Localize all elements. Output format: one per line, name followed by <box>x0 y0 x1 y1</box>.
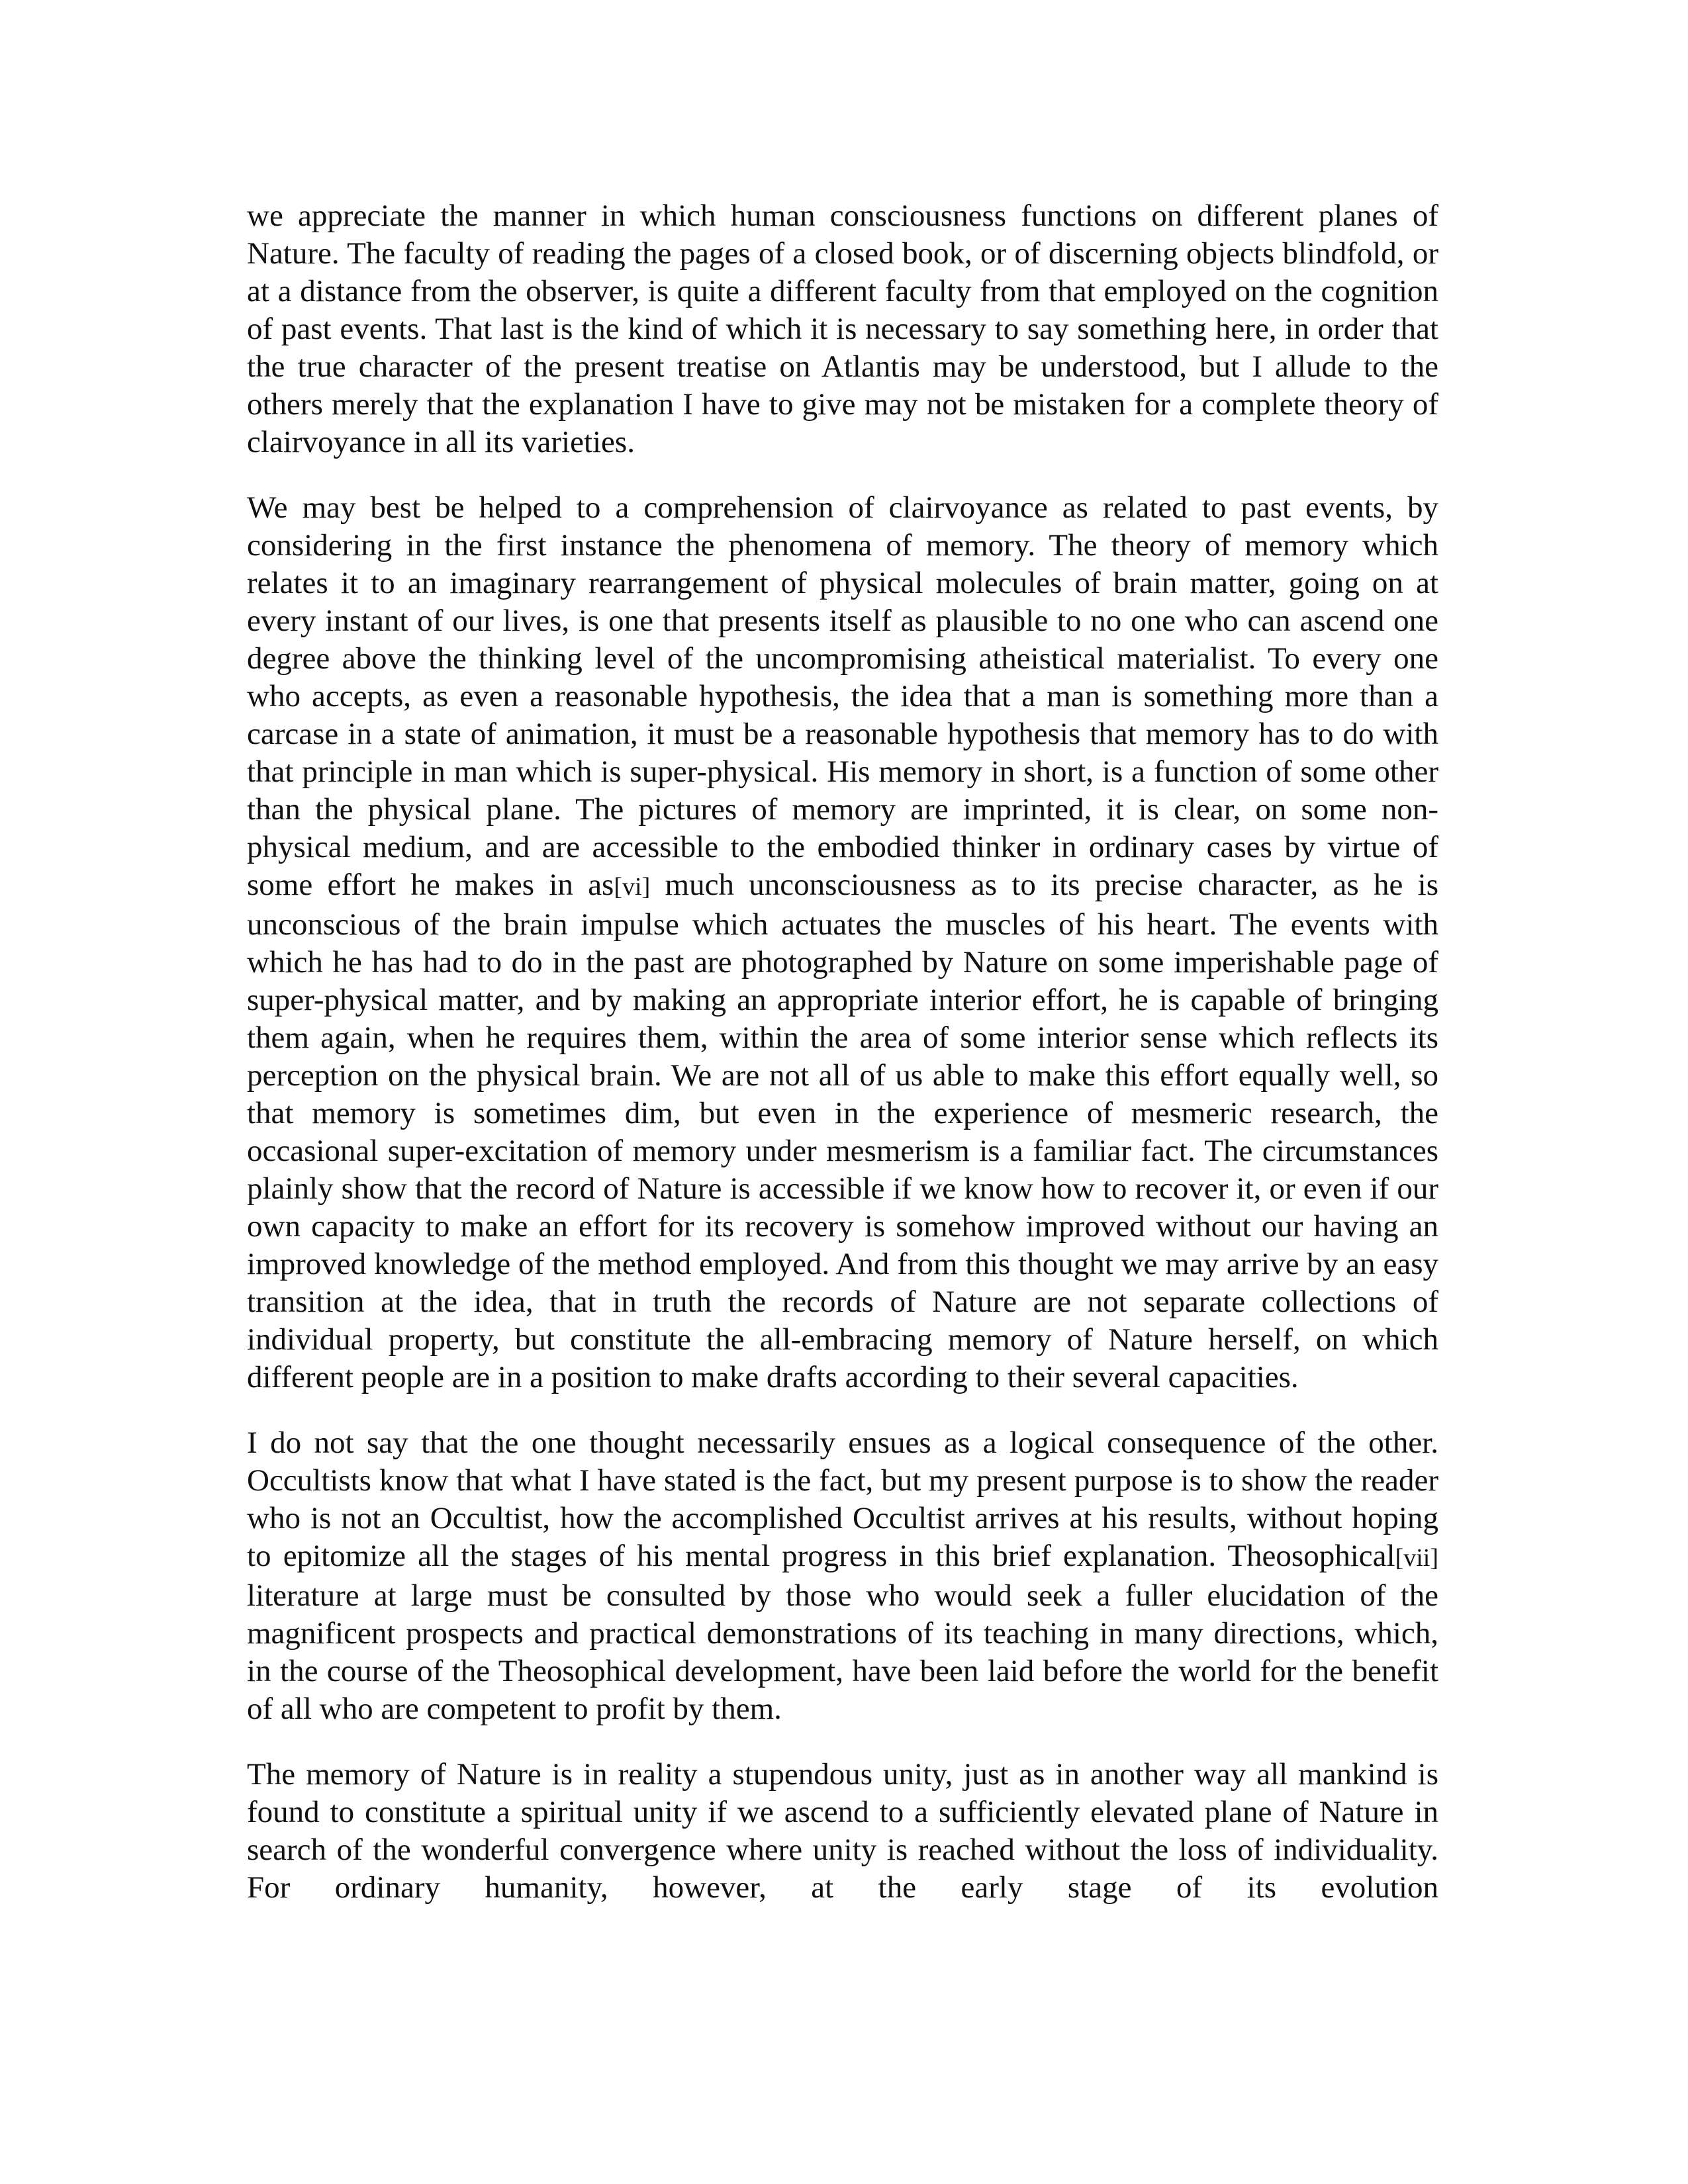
paragraph-2-text-after: much unconsciousness as to its precise character, as he is unconscious of the brain impulse which actuates the muscles of his heart. The events with which he has had to do in the past are photographed by Nature on some imperishable page of super-physical matter, and by making an appropriate interior effort, he is capable of bringing them again, when he requires them, within the area of some interior sense which reflects its perception on the physical brain. We are not all of us able to make this effort equally well, so that memory is sometimes dim, but even in the experience of mesmeric research, the occasional super-excitation of memory under mesmerism is a familiar fact. The circumstances plainly show that the record of Nature is accessible if we know how to recover it, or even if our own capacity to make an effort for its recovery is somehow improved without our having an improved knowledge of the method employed. And from this thought we may arrive by an easy transition at the idea, that in truth the records of Nature are not separate collections of individual property, but constitute the all-embracing memory of Nature herself, on which different people are in a position to make drafts according to their several capacities. <box>247 868 1438 1394</box>
paragraph-1: we appreciate the manner in which human consciousness functions on different planes of Nature. The faculty of reading the pages of a closed book, or of discerning objects blindfold, or at a distance from the observer, is quite a different faculty from that employed on the cognition of past events. That last is the kind of which it is necessary to say something here, in order that the true character of the present treatise on Atlantis may be understood, but I allude to the others merely that the explanation I have to give may not be mistaken for a complete theory of clairvoyance in all its varieties. <box>247 199 1438 459</box>
paragraph-3-text-before: I do not say that the one thought necessarily ensues as a logical consequence of the other. Occultists know that what I have stated is the fact, but my present purpose is to show the reader who is not an Occultist, how the accomplished Occultist arrives at his results, without hoping to epitomize all the stages of his mental progress in this brief explanation. Theosophical <box>247 1426 1438 1573</box>
paragraph-2-text-before: We may best be helped to a comprehension of clairvoyance as related to past events, by considering in the first instance the phenomena of memory. The theory of memory which relates it to an imaginary rearrangement of physical molecules of brain matter, going on at every instant of our lives, is one that presents itself as plausible to no one who can ascend one degree above the thinking level of the uncompromising atheistical materialist. To every one who accepts, as even a reasonable hypothesis, the idea that a man is something more than a carcase in a state of animation, it must be a reasonable hypothesis that memory has to do with that principle in man which is super-physical. His memory in short, is a function of some other than the physical plane. The pictures of memory are imprinted, it is clear, on some non-physical medium, and are accessible to the embodied thinker in ordinary cases by virtue of some effort he makes in as <box>247 490 1438 902</box>
paragraph-3-text-after: literature at large must be consulted by those who would seek a fuller elucidation of the magnificent prospects and practical demonstrations of its teaching in many directions, which, in the course of the Theosophical development, have been laid before the world for the benefit of all who are competent to profit by them. <box>247 1578 1438 1726</box>
page-body <box>247 197 1438 1907</box>
page-number-marker-vi: [vi] <box>614 873 651 901</box>
paragraph-4: The memory of Nature is in reality a stupendous unity, just as in another way all mankind is found to constitute a spiritual unity if we ascend to a sufficiently elevated plane of Nature in search of the wonderful convergence where unity is reached without the loss of individuality. For ordinary humanity, however, at the early stage of its evolution <box>247 1757 1438 1905</box>
page-number-marker-vii: [vii] <box>1395 1544 1438 1572</box>
paragraph-3 <box>247 1424 1438 1728</box>
paragraph-2 <box>247 489 1438 1396</box>
